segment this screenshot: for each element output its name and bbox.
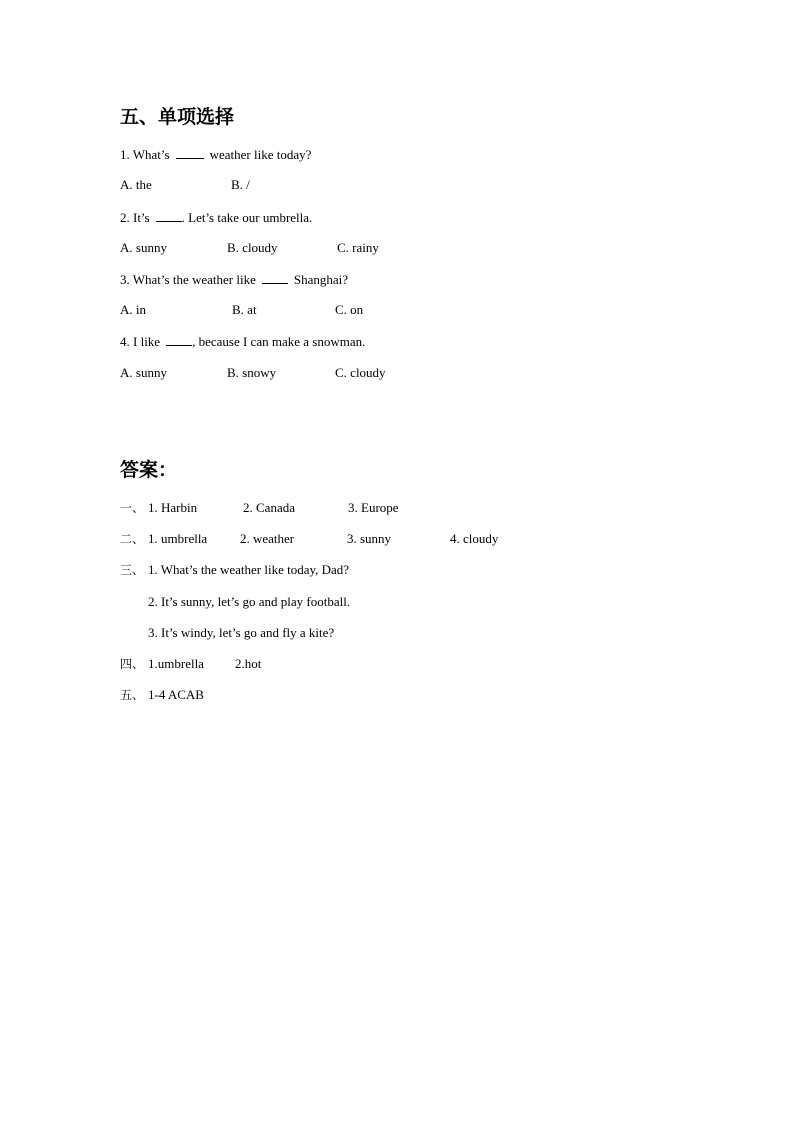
answer-item: 1. umbrella [148,531,208,546]
answer-item: 2. It’s sunny, let’s go and play football. [148,594,351,609]
answer-part-1-prefix: 一、 [120,501,145,515]
answer-item: 3. It’s windy, let’s go and fly a kite? [148,625,335,640]
option-b: B. snowy [227,365,277,380]
option-b: B. / [231,177,250,192]
question-4-text-after: , because I can make a snowman. [192,334,366,349]
question-4 [120,333,365,350]
answers-heading: 答案： [120,459,178,481]
answer-part-5-prefix: 五、 [120,688,145,702]
answer-item: 1-4 ACAB [148,687,204,702]
option-c: C. cloudy [335,365,386,380]
option-c: C. on [335,302,364,317]
option-c: C. rainy [337,240,379,255]
question-1-text-before: 1. What’s [120,147,170,162]
answer-item: 2.hot [235,656,262,671]
question-3-text-after: Shanghai? [293,272,349,287]
answer-item: 4. cloudy [450,531,499,546]
answer-blank [166,333,192,346]
answer-item: 2. weather [240,531,295,546]
answer-blank [262,271,288,284]
option-a: A. sunny [120,240,167,255]
option-b: B. at [232,302,257,317]
answer-item: 1. Harbin [148,500,198,515]
answer-part-2-prefix: 二、 [120,532,145,546]
question-4-text-before: 4. I like [120,334,161,349]
question-1-text-after: weather like today? [209,147,312,162]
option-a: A. in [120,302,146,317]
answer-blank [176,146,204,159]
option-a: A. sunny [120,365,167,380]
question-2-text-before: 2. It’s [120,210,150,225]
answer-item: 2. Canada [243,500,295,515]
question-1 [120,146,311,163]
question-2-text-after: . Let’s take our umbrella. [181,210,313,225]
answer-part-4-prefix: 四、 [120,657,145,671]
answer-item: 1. What’s the weather like today, Dad? [148,562,350,577]
answer-part-3-prefix: 三、 [120,563,145,577]
section-heading: 五、单项选择 [120,106,235,128]
question-3-text-before: 3. What’s the weather like [120,272,256,287]
question-2 [120,209,312,226]
question-3 [120,271,348,288]
answer-item: 3. sunny [347,531,392,546]
answer-item: 1.umbrella [148,656,204,671]
answer-blank [156,209,182,222]
option-a: A. the [120,177,152,192]
option-b: B. cloudy [227,240,278,255]
answer-item: 3. Europe [348,500,399,515]
